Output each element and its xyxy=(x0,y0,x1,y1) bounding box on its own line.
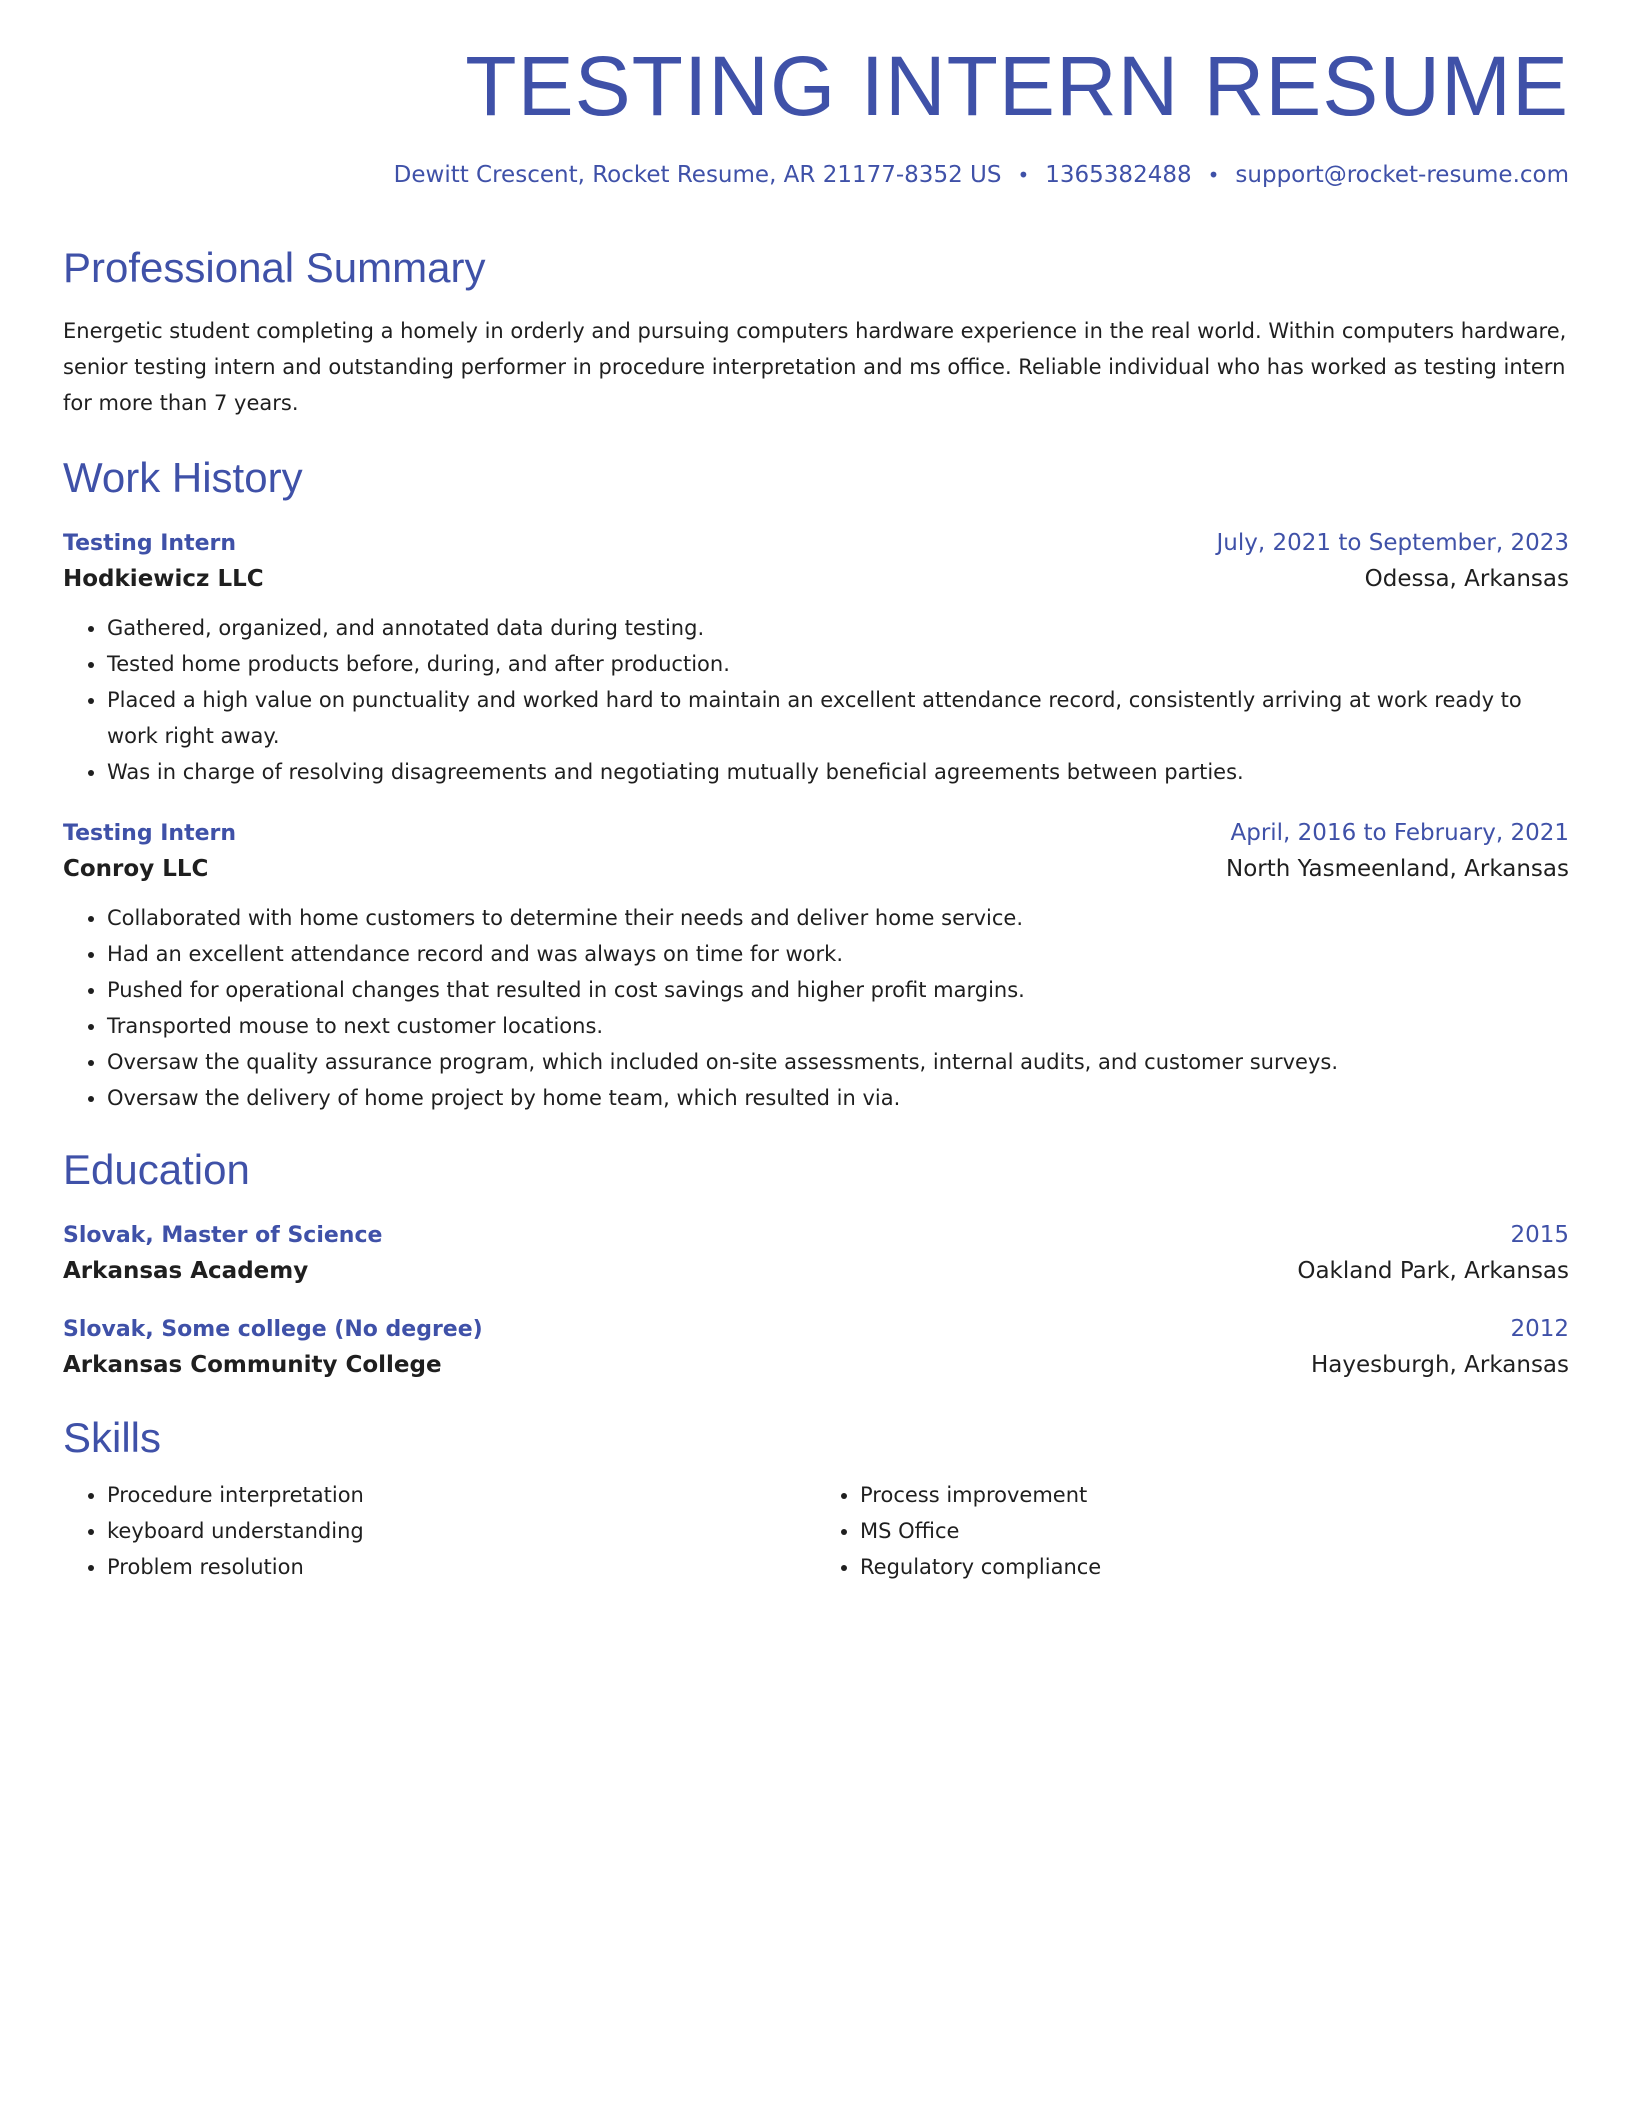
resume-title: TESTING INTERN RESUME xyxy=(465,39,1569,133)
skills-list-left xyxy=(63,1477,816,1585)
job-bullets xyxy=(63,610,1569,790)
list-item: • Placed a high value on punctuality and worked hard to maintain an excellent attendance record, consistently arriving at work ready to work right away. xyxy=(107,682,1569,754)
job-company: Hodkiewicz LLC xyxy=(63,565,264,592)
education-school-row xyxy=(63,1352,1569,1378)
list-item: • Had an excellent attendance record and was always on time for work. xyxy=(107,936,1569,972)
job-location: Odessa, Arkansas xyxy=(1364,565,1569,592)
education-header-row xyxy=(63,1222,1569,1248)
skills-section xyxy=(63,1414,1569,1584)
job-company: Conroy LLC xyxy=(63,855,209,882)
contact-email: support@rocket-resume.com xyxy=(1235,162,1569,189)
list-item: • Regulatory compliance xyxy=(860,1549,1569,1585)
job-company-row xyxy=(63,566,1569,592)
skills-grid xyxy=(63,1477,1569,1585)
job-entry xyxy=(63,820,1569,1116)
contact-address: Dewitt Crescent, Rocket Resume, AR 21177-8352 US xyxy=(393,162,1002,189)
education-school: Arkansas Academy xyxy=(63,1258,309,1285)
work-history-section xyxy=(63,454,1569,1116)
job-bullets xyxy=(63,900,1569,1116)
education-school-row xyxy=(63,1258,1569,1284)
list-item: • Collaborated with home customers to determine their needs and deliver home service. xyxy=(107,900,1569,936)
education-section xyxy=(63,1146,1569,1378)
job-header-row xyxy=(63,530,1569,556)
job-company-row xyxy=(63,856,1569,882)
list-item: • Was in charge of resolving disagreements and negotiating mutually beneficial agreements between parties. xyxy=(107,754,1569,790)
summary-heading: Professional Summary xyxy=(63,244,486,292)
contact-phone: 1365382488 xyxy=(1045,162,1192,189)
education-year: 2015 xyxy=(1510,1222,1569,1249)
list-item: • Oversaw the quality assurance program, which included on-site assessments, internal audits, and customer surveys. xyxy=(107,1044,1569,1080)
job-dates: July, 2021 to September, 2023 xyxy=(1216,529,1569,556)
job-entry xyxy=(63,530,1569,790)
summary-section xyxy=(63,244,1569,420)
education-school: Arkansas Community College xyxy=(63,1352,442,1379)
education-location: Hayesburgh, Arkansas xyxy=(1311,1352,1569,1379)
list-item: • keyboard understanding xyxy=(107,1513,816,1549)
list-item: • Pushed for operational changes that resulted in cost savings and higher profit margins. xyxy=(107,972,1569,1008)
list-item: • Process improvement xyxy=(860,1477,1569,1513)
list-item: • Gathered, organized, and annotated data during testing. xyxy=(107,610,1569,646)
list-item: • MS Office xyxy=(860,1513,1569,1549)
list-item: • Problem resolution xyxy=(107,1549,816,1585)
education-degree: Slovak, Master of Science xyxy=(63,1223,383,1249)
education-heading: Education xyxy=(63,1145,250,1193)
list-item: • Procedure interpretation xyxy=(107,1477,816,1513)
summary-text: Energetic student completing a homely in orderly and pursuing computers hardware experience in the real world. Within computers hardware, senior testing intern and outstanding performer in procedure interpretation and ms office. Reliable individual who has worked as testing intern for more than 7 years. xyxy=(63,318,1567,415)
job-title: Testing Intern xyxy=(63,820,237,846)
job-header-row xyxy=(63,820,1569,846)
work-history-heading: Work History xyxy=(63,453,303,501)
skills-list-right xyxy=(816,1477,1569,1585)
education-entry xyxy=(63,1316,1569,1378)
contact-line xyxy=(63,162,1569,188)
job-dates: April, 2016 to February, 2021 xyxy=(1230,819,1569,846)
job-location: North Yasmeenland, Arkansas xyxy=(1225,855,1569,882)
contact-separator: • xyxy=(1207,163,1220,188)
list-item: • Transported mouse to next customer locations. xyxy=(107,1008,1569,1044)
skills-heading: Skills xyxy=(63,1414,162,1462)
list-item: • Tested home products before, during, and after production. xyxy=(107,646,1569,682)
education-degree: Slovak, Some college (No degree) xyxy=(63,1317,483,1343)
list-item: • Oversaw the delivery of home project by home team, which resulted in via. xyxy=(107,1080,1569,1116)
education-location: Oakland Park, Arkansas xyxy=(1297,1258,1569,1285)
education-header-row xyxy=(63,1316,1569,1342)
education-year: 2012 xyxy=(1510,1316,1569,1343)
job-title: Testing Intern xyxy=(63,530,237,556)
contact-separator: • xyxy=(1017,163,1030,188)
education-entry xyxy=(63,1222,1569,1284)
